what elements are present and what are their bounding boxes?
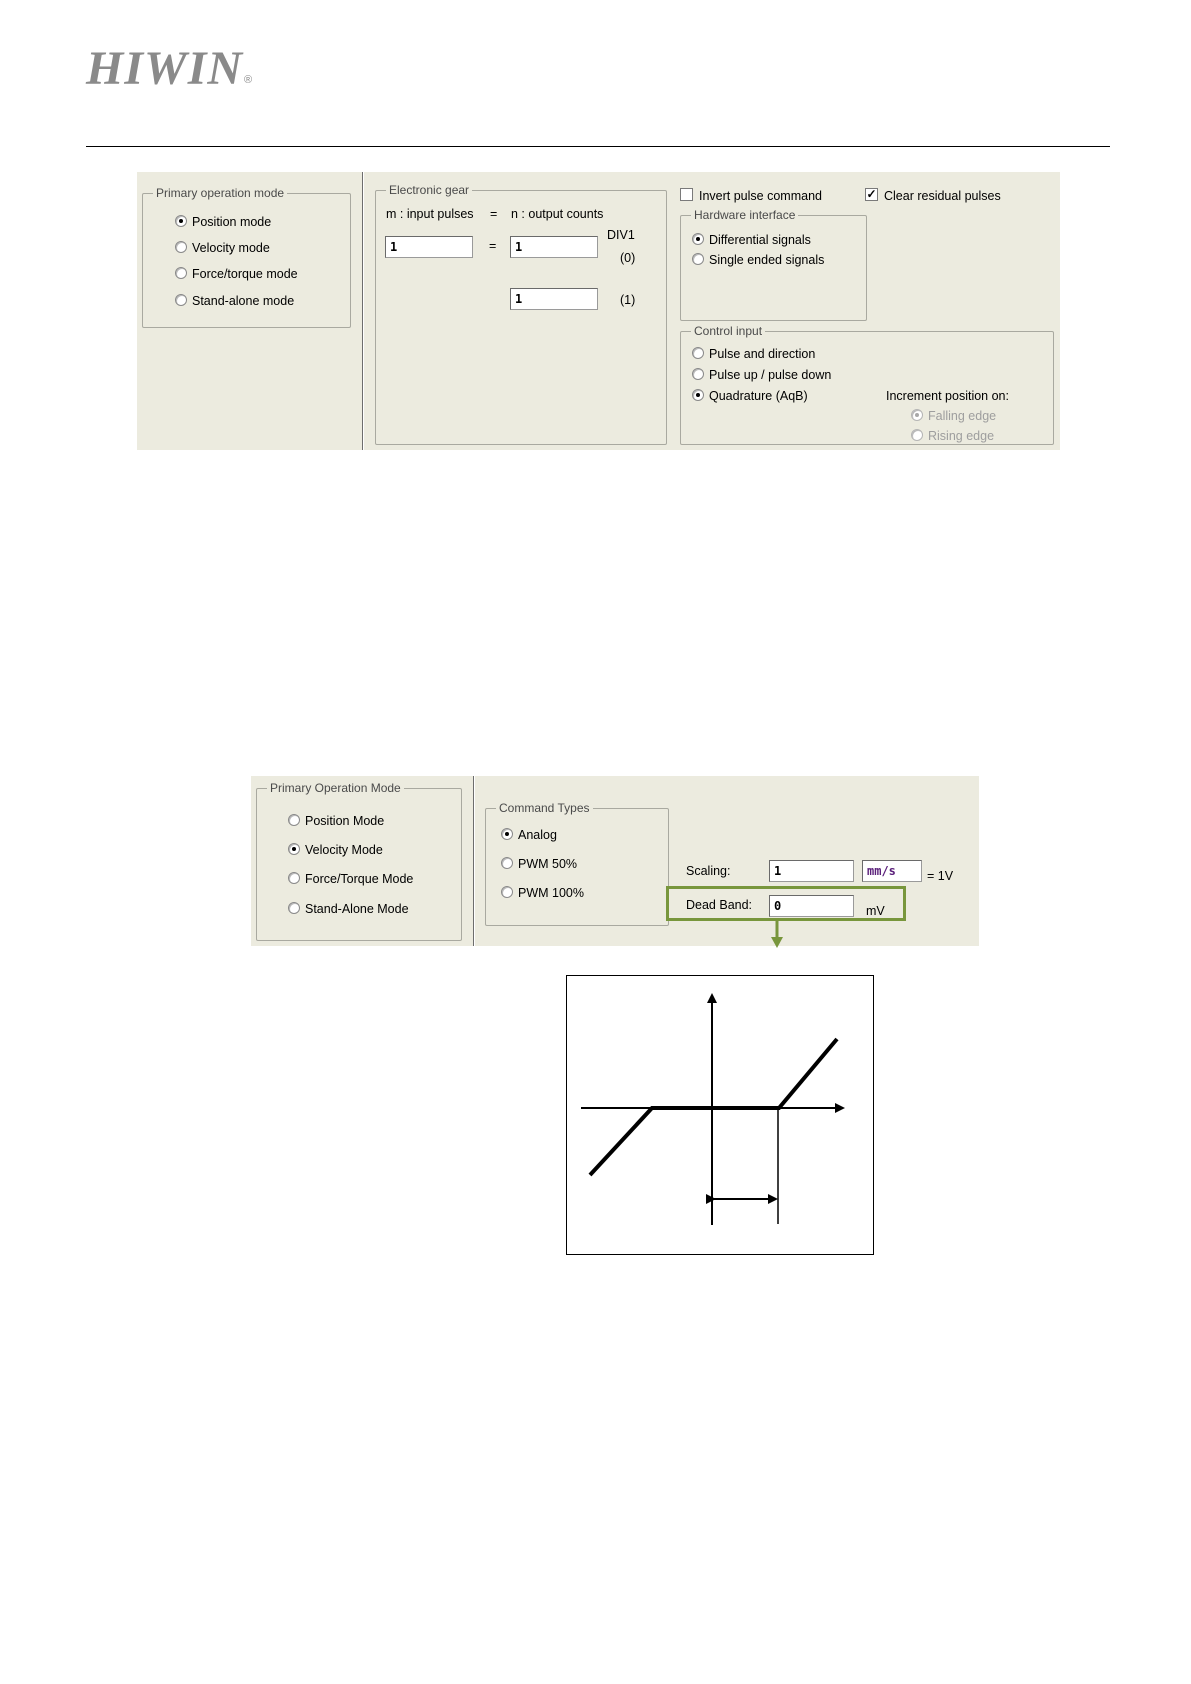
- clear-residual-checkbox[interactable]: ✓: [866, 187, 877, 201]
- radio-position-mode[interactable]: [288, 814, 300, 826]
- invert-pulse-checkbox[interactable]: [680, 188, 693, 201]
- m-input-pulses-field[interactable]: 1: [385, 236, 473, 258]
- radio-position-mode[interactable]: [175, 215, 187, 227]
- radio-pulse-and-direction[interactable]: [692, 347, 704, 359]
- scaling-unit-field[interactable]: mm/s: [862, 860, 922, 882]
- radio-label: Force/Torque Mode: [305, 872, 414, 886]
- radio-rising-edge[interactable]: [911, 429, 923, 441]
- radio-stand-alone-mode[interactable]: [288, 902, 300, 914]
- panel-divider-highlight: [363, 172, 364, 450]
- radio-velocity-mode[interactable]: [288, 843, 300, 855]
- n-output-counts-label: n : output counts: [511, 207, 604, 221]
- radio-quadrature[interactable]: [692, 389, 704, 401]
- dead-band-field[interactable]: 0: [769, 895, 854, 917]
- radio-pwm-50[interactable]: [501, 857, 513, 869]
- radio-label: Quadrature (AqB): [709, 389, 808, 403]
- checkbox-label: Invert pulse command: [699, 189, 822, 203]
- radio-label: Rising edge: [928, 429, 995, 443]
- logo-registered-mark: ®: [244, 74, 253, 86]
- group-legend: Command Types: [496, 800, 593, 816]
- group-legend: Hardware interface: [691, 207, 798, 223]
- group-legend: Electronic gear: [386, 182, 472, 198]
- scaling-label: Scaling:: [686, 864, 731, 878]
- radio-label: Differential signals: [709, 233, 811, 247]
- radio-label: Velocity Mode: [305, 843, 383, 857]
- radio-label: PWM 100%: [518, 886, 584, 900]
- dead-band-highlight: [666, 886, 906, 921]
- radio-stand-alone-mode[interactable]: [175, 294, 187, 306]
- radio-label: Pulse and direction: [709, 347, 816, 361]
- dead-band-diagram: [566, 975, 874, 1255]
- radio-label: Force/torque mode: [192, 267, 298, 281]
- dead-band-unit: mV: [866, 904, 885, 918]
- radio-falling-edge[interactable]: [911, 409, 923, 421]
- radio-label: Pulse up / pulse down: [709, 368, 832, 382]
- pointer-arrow: [770, 920, 784, 950]
- equals-label: =: [490, 207, 498, 221]
- dead-band-label: Dead Band:: [686, 898, 753, 912]
- header-divider: [86, 146, 1110, 147]
- radio-label: Falling edge: [928, 409, 997, 423]
- primary-operation-mode-group: [256, 781, 462, 941]
- div1-label: DIV1: [607, 228, 635, 242]
- radio-label: PWM 50%: [518, 857, 578, 871]
- radio-label: Position Mode: [305, 814, 385, 828]
- radio-label: Single ended signals: [709, 253, 825, 267]
- position-mode-settings-panel: [137, 172, 1060, 450]
- checkbox-label: Clear residual pulses: [884, 189, 1001, 203]
- scaling-suffix: = 1V: [927, 869, 954, 883]
- m-input-pulses-label: m : input pulses: [386, 207, 474, 221]
- radio-single-ended-signals[interactable]: [692, 253, 704, 265]
- increment-position-label: Increment position on:: [886, 389, 1009, 403]
- radio-differential-signals[interactable]: [692, 233, 704, 245]
- div-index-0: (0): [620, 251, 636, 265]
- group-legend: Control input: [691, 323, 765, 339]
- radio-label: Stand-alone mode: [192, 294, 295, 308]
- radio-label: Stand-Alone Mode: [305, 902, 409, 916]
- group-legend: Primary operation mode: [153, 185, 287, 201]
- radio-force-torque-mode[interactable]: [175, 267, 187, 279]
- div-index-1: (1): [620, 293, 636, 307]
- radio-pwm-100[interactable]: [501, 886, 513, 898]
- diagram-frame: [567, 976, 874, 1255]
- equals-sign: =: [489, 239, 497, 253]
- radio-label: Position mode: [192, 215, 272, 229]
- n-output-counts-field-0[interactable]: 1: [510, 236, 598, 258]
- radio-velocity-mode[interactable]: [175, 241, 187, 253]
- radio-label: Analog: [518, 828, 557, 842]
- scaling-field[interactable]: 1: [769, 860, 854, 882]
- logo-text: HIWIN: [86, 42, 244, 95]
- radio-force-torque-mode[interactable]: [288, 872, 300, 884]
- hiwin-logo: [86, 44, 252, 94]
- radio-label: Velocity mode: [192, 241, 270, 255]
- radio-analog[interactable]: [501, 828, 513, 840]
- radio-pulse-up-pulse-down[interactable]: [692, 368, 704, 380]
- hardware-interface-group: [680, 208, 867, 321]
- group-legend: Primary Operation Mode: [267, 780, 404, 796]
- n-output-counts-field-1[interactable]: 1: [510, 288, 598, 310]
- panel-divider-highlight: [474, 776, 475, 946]
